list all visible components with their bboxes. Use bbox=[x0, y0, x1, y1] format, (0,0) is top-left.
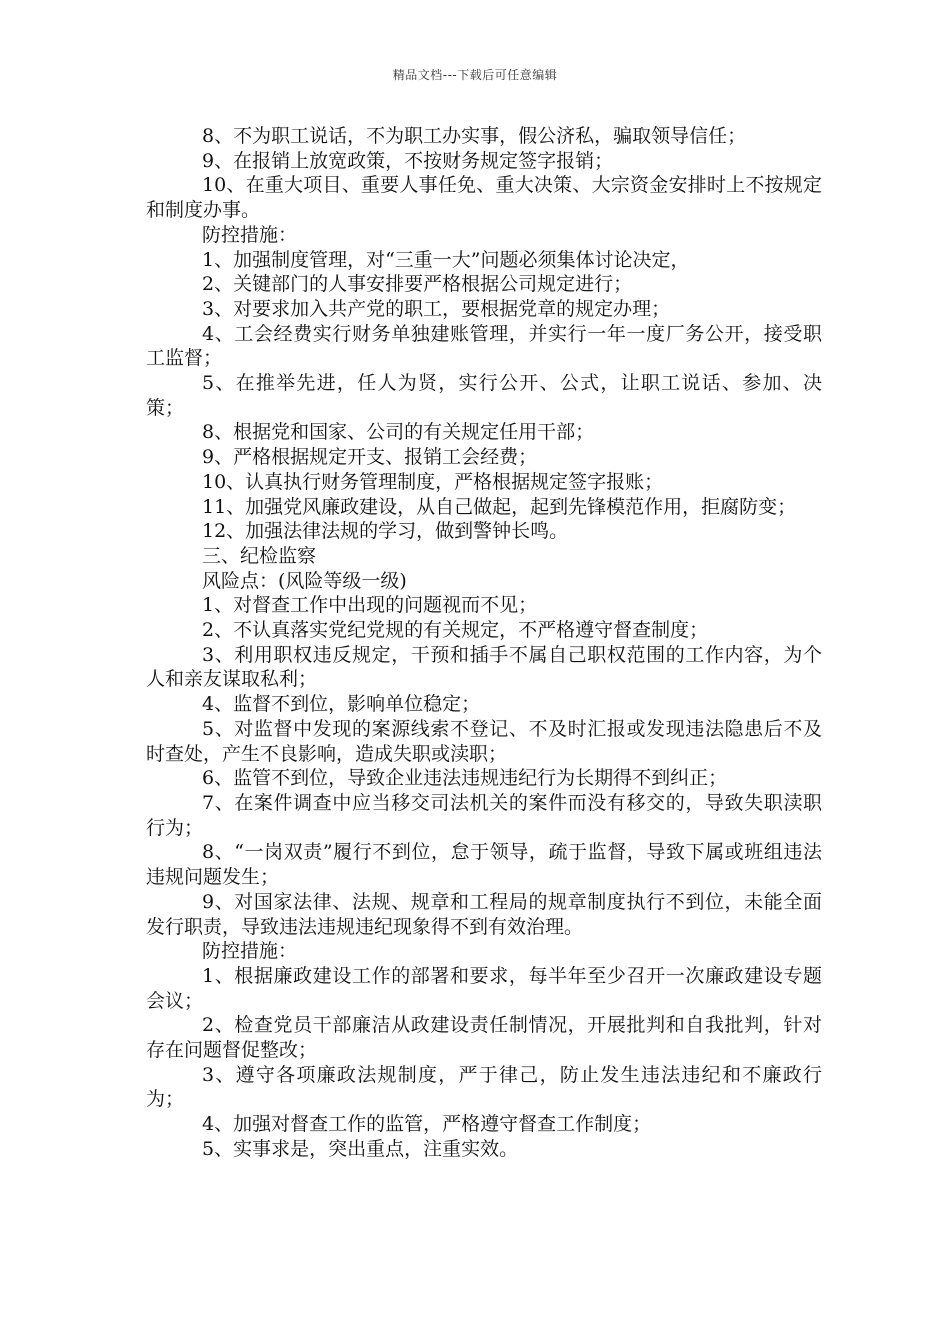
paragraph: 3、利用职权违反规定，干预和插手不属自己职权范围的工作内容，为个人和亲友谋取私利； bbox=[146, 643, 822, 691]
paragraph: 4、监督不到位，影响单位稳定； bbox=[202, 693, 481, 716]
paragraph: 2、检查党员干部廉洁从政建设责任制情况，开展批判和自我批判，针对存在问题督促整改； bbox=[146, 1014, 822, 1062]
paragraph: 9、对国家法律、法规、规章和工程局的规章制度执行不到位，未能全面发行职责，导致违法违规违纪现象得不到有效治理。 bbox=[146, 890, 822, 938]
paragraph: 9、在报销上放宽政策，不按财务规定签字报销； bbox=[202, 149, 614, 172]
paragraph: 8、根据党和国家、公司的有关规定任用干部； bbox=[202, 421, 595, 444]
section-heading: 三、纪检监察 bbox=[202, 544, 317, 567]
paragraph: 1、对督查工作中出现的问题视而不见； bbox=[202, 594, 538, 617]
paragraph: 10、在重大项目、重要人事任免、重大决策、大宗资金安排时上不按规定和制度办事。 bbox=[146, 174, 822, 222]
document-body bbox=[146, 124, 822, 1162]
paragraph: 4、加强对督查工作的监管，严格遵守督查工作制度； bbox=[202, 1113, 652, 1136]
paragraph: 2、关键部门的人事安排要严格根据公司规定进行； bbox=[202, 273, 633, 296]
paragraph: 10、认真执行财务管理制度，严格根据规定签字报账； bbox=[202, 470, 664, 493]
paragraph: 8、“一岗双责”履行不到位，怠于领导，疏于监督，导致下属或班组违法违规问题发生； bbox=[146, 841, 822, 889]
paragraph: 3、对要求加入共产党的职工，要根据党章的规定办理； bbox=[202, 297, 671, 320]
paragraph: 5、对监督中发现的案源线索不登记、不及时汇报或发现违法隐患后不及时查处，产生不良影响，造成失职或渎职； bbox=[146, 717, 822, 765]
section-heading: 防控措施： bbox=[202, 223, 298, 246]
paragraph: 11、加强党风廉政建设，从自己做起，起到先锋模范作用，拒腐防变； bbox=[202, 495, 797, 518]
paragraph: 5、实事求是，突出重点，注重实效。 bbox=[202, 1137, 519, 1160]
paragraph: 1、根据廉政建设工作的部署和要求，每半年至少召开一次廉政建设专题会议； bbox=[146, 964, 822, 1012]
paragraph: 2、不认真落实党纪党规的有关规定，不严格遵守督查制度； bbox=[202, 619, 709, 642]
page-header: 精品文档---下载后可任意编辑 bbox=[392, 68, 558, 82]
paragraph: 9、严格根据规定开支、报销工会经费； bbox=[202, 446, 538, 469]
paragraph: 12、加强法律法规的学习，做到警钟长鸣。 bbox=[202, 520, 569, 543]
paragraph: 1、加强制度管理，对“三重一大”问题必须集体讨论决定， bbox=[202, 248, 690, 271]
section-heading: 风险点：(风险等级一级) bbox=[202, 569, 407, 592]
paragraph: 7、在案件调查中应当移交司法机关的案件而没有移交的，导致失职渎职行为； bbox=[146, 791, 822, 839]
section-heading: 防控措施： bbox=[202, 940, 298, 963]
paragraph: 8、不为职工说话，不为职工办实事，假公济私，骗取领导信任； bbox=[202, 125, 747, 147]
paragraph: 6、监管不到位，导致企业违法违规违纪行为长期得不到纠正； bbox=[202, 767, 728, 790]
paragraph: 4、工会经费实行财务单独建账管理，并实行一年一度厂务公开，接受职工监督； bbox=[146, 322, 822, 370]
paragraph: 3、遵守各项廉政法规制度，严于律己，防止发生违法违纪和不廉政行为； bbox=[146, 1063, 822, 1111]
paragraph: 5、在推举先进，任人为贤，实行公开、公式，让职工说话、参加、决策； bbox=[146, 372, 822, 419]
